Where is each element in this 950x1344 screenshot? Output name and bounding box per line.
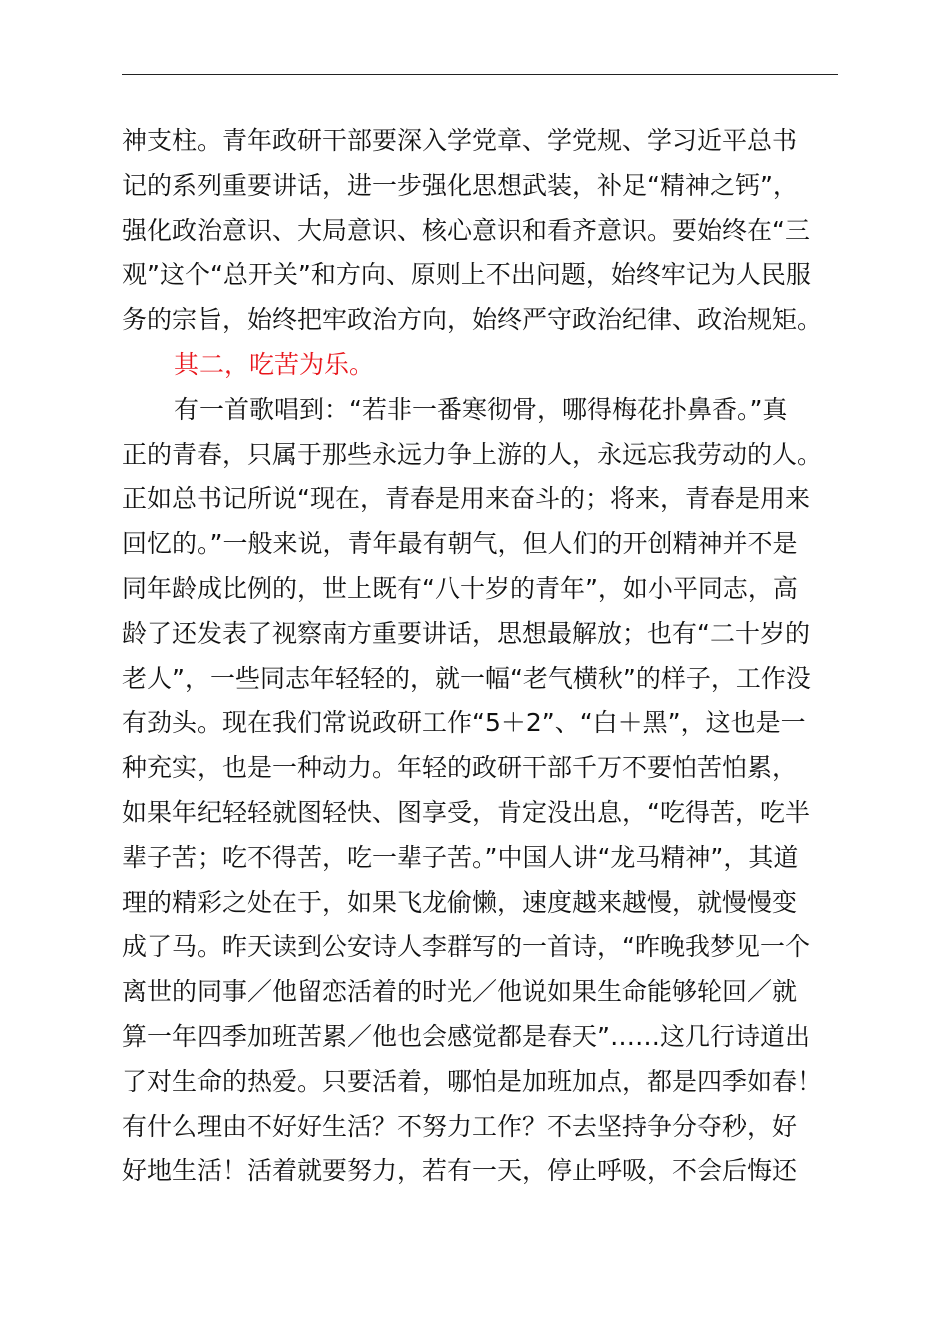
text-line: 回忆的。”一般来说，青年最有朝气，但人们的开创精神并不是 — [122, 529, 798, 559]
text-line: 正如总书记所说“现在，青春是用来奋斗的；将来，青春是用来 — [122, 484, 810, 514]
text-line: 有劲头。现在我们常说政研工作“5＋2”、“白＋黑”，这也是一 — [122, 708, 806, 738]
text-line: 有什么理由不好好生活？不努力工作？不去坚持争分夺秒，好 — [122, 1111, 798, 1141]
document-body — [122, 119, 838, 1194]
text-line: 成了马。昨天读到公安诗人李群写的一首诗，“昨晚我梦见一个 — [122, 932, 810, 962]
text-line: 强化政治意识、大局意识、核心意识和看齐意识。要始终在“三 — [122, 215, 810, 245]
section-heading: 其二，吃苦为乐。 — [174, 349, 375, 379]
text-line: 如果年纪轻轻就图轻快、图享受，肯定没出息，“吃得苦，吃半 — [122, 797, 810, 827]
text-line: 了对生命的热爱。只要活着，哪怕是加班加点，都是四季如春！ — [122, 1066, 823, 1096]
text-line: 老人”，一些同志年轻轻的，就一幅“老气横秋”的样子，工作没 — [122, 663, 811, 693]
text-line: 正的青春，只属于那些永远力争上游的人，永远忘我劳动的人。 — [122, 439, 823, 469]
header-rule — [122, 74, 838, 75]
text-line: 辈子苦；吃不得苦，吃一辈子苦。”中国人讲“龙马精神”，其道 — [122, 842, 799, 872]
text-line: 同年龄成比例的，世上既有“八十岁的青年”，如小平同志，高 — [122, 573, 798, 603]
text-line: 记的系列重要讲话，进一步强化思想武装，补足“精神之钙”， — [122, 170, 798, 200]
text-line: 种充实，也是一种动力。年轻的政研干部千万不要怕苦怕累， — [122, 753, 798, 783]
text-line: 神支柱。青年政研干部要深入学党章、学党规、学习近平总书 — [122, 126, 798, 155]
text-line: 算一年四季加班苦累／他也会感觉都是春天”……这几行诗道出 — [122, 1021, 810, 1051]
text-line: 离世的同事／他留恋活着的时光／他说如果生命能够轮回／就 — [122, 977, 798, 1007]
text-line: 好地生活！活着就要努力，若有一天，停止呼吸，不会后悔还 — [122, 1156, 798, 1186]
text-line: 务的宗旨，始终把牢政治方向，始终严守政治纪律、政治规矩。 — [122, 305, 823, 335]
text-line: 龄了还发表了视察南方重要讲话，思想最解放；也有“二十岁的 — [122, 618, 810, 648]
paragraph-first-line: 有一首歌唱到：“若非一番寒彻骨，哪得梅花扑鼻香。”真 — [174, 394, 788, 424]
text-line: 理的精彩之处在于，如果飞龙偷懒，速度越来越慢，就慢慢变 — [122, 887, 798, 917]
text-line: 观”这个“总开关”和方向、原则上不出问题，始终牢记为人民服 — [122, 260, 811, 290]
